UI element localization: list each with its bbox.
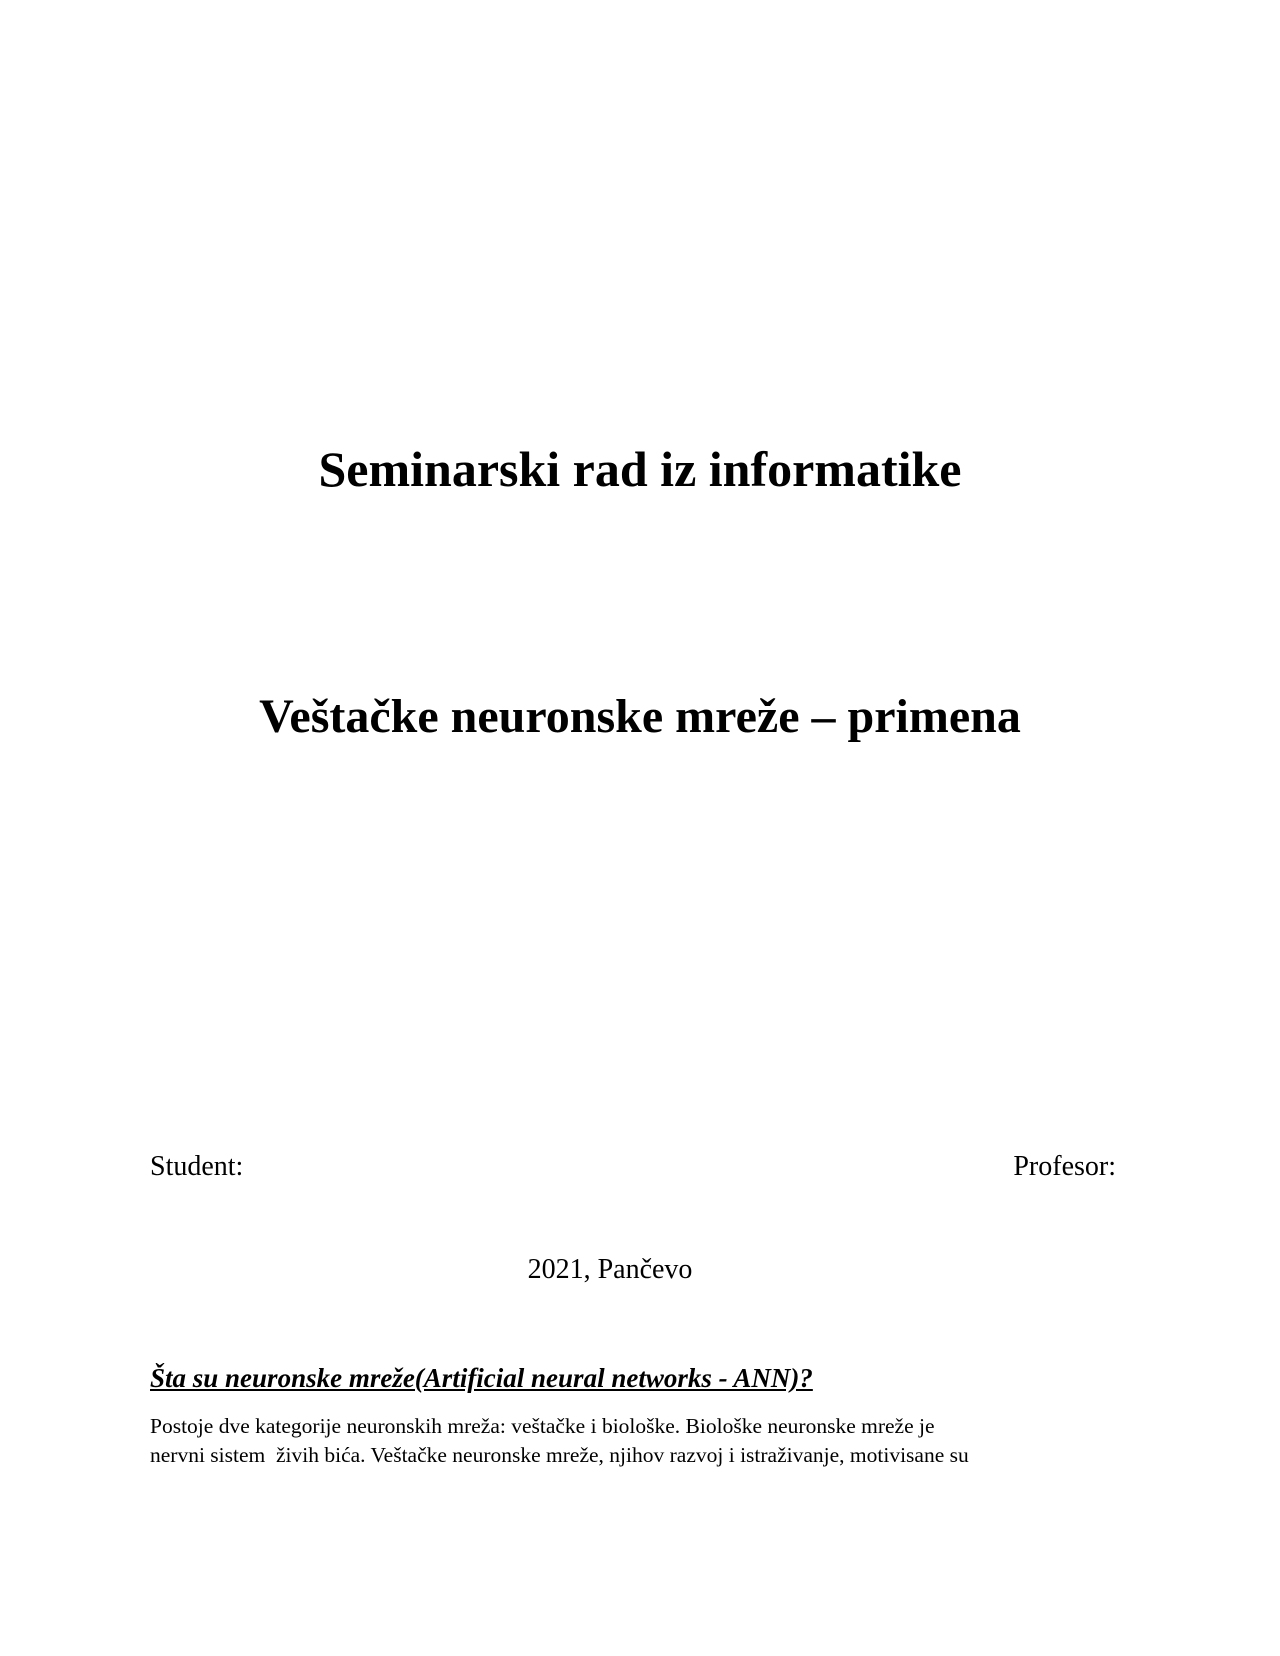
- paragraph-line: Postoje dve kategorije neuronskih mreža: veštačke i biološke. Biološke neuronske mreže je: [150, 1414, 935, 1438]
- profesor-label: Profesor:: [1013, 1151, 1116, 1182]
- paragraph-line: nervni sistem živih bića. Veštačke neuronske mreže, njihov razvoj i istraživanje, motivisane su: [150, 1443, 969, 1467]
- student-label: Student:: [150, 1151, 244, 1182]
- body-paragraph: [150, 1412, 1130, 1470]
- section-heading: Šta su neuronske mreže(Artificial neural networks - ANN)?: [150, 1363, 813, 1393]
- document-subtitle: Veštačke neuronske mreže – primena: [259, 690, 1021, 743]
- document-title: Seminarski rad iz informatike: [318, 441, 962, 497]
- date-place: 2021, Pančevo: [527, 1254, 693, 1285]
